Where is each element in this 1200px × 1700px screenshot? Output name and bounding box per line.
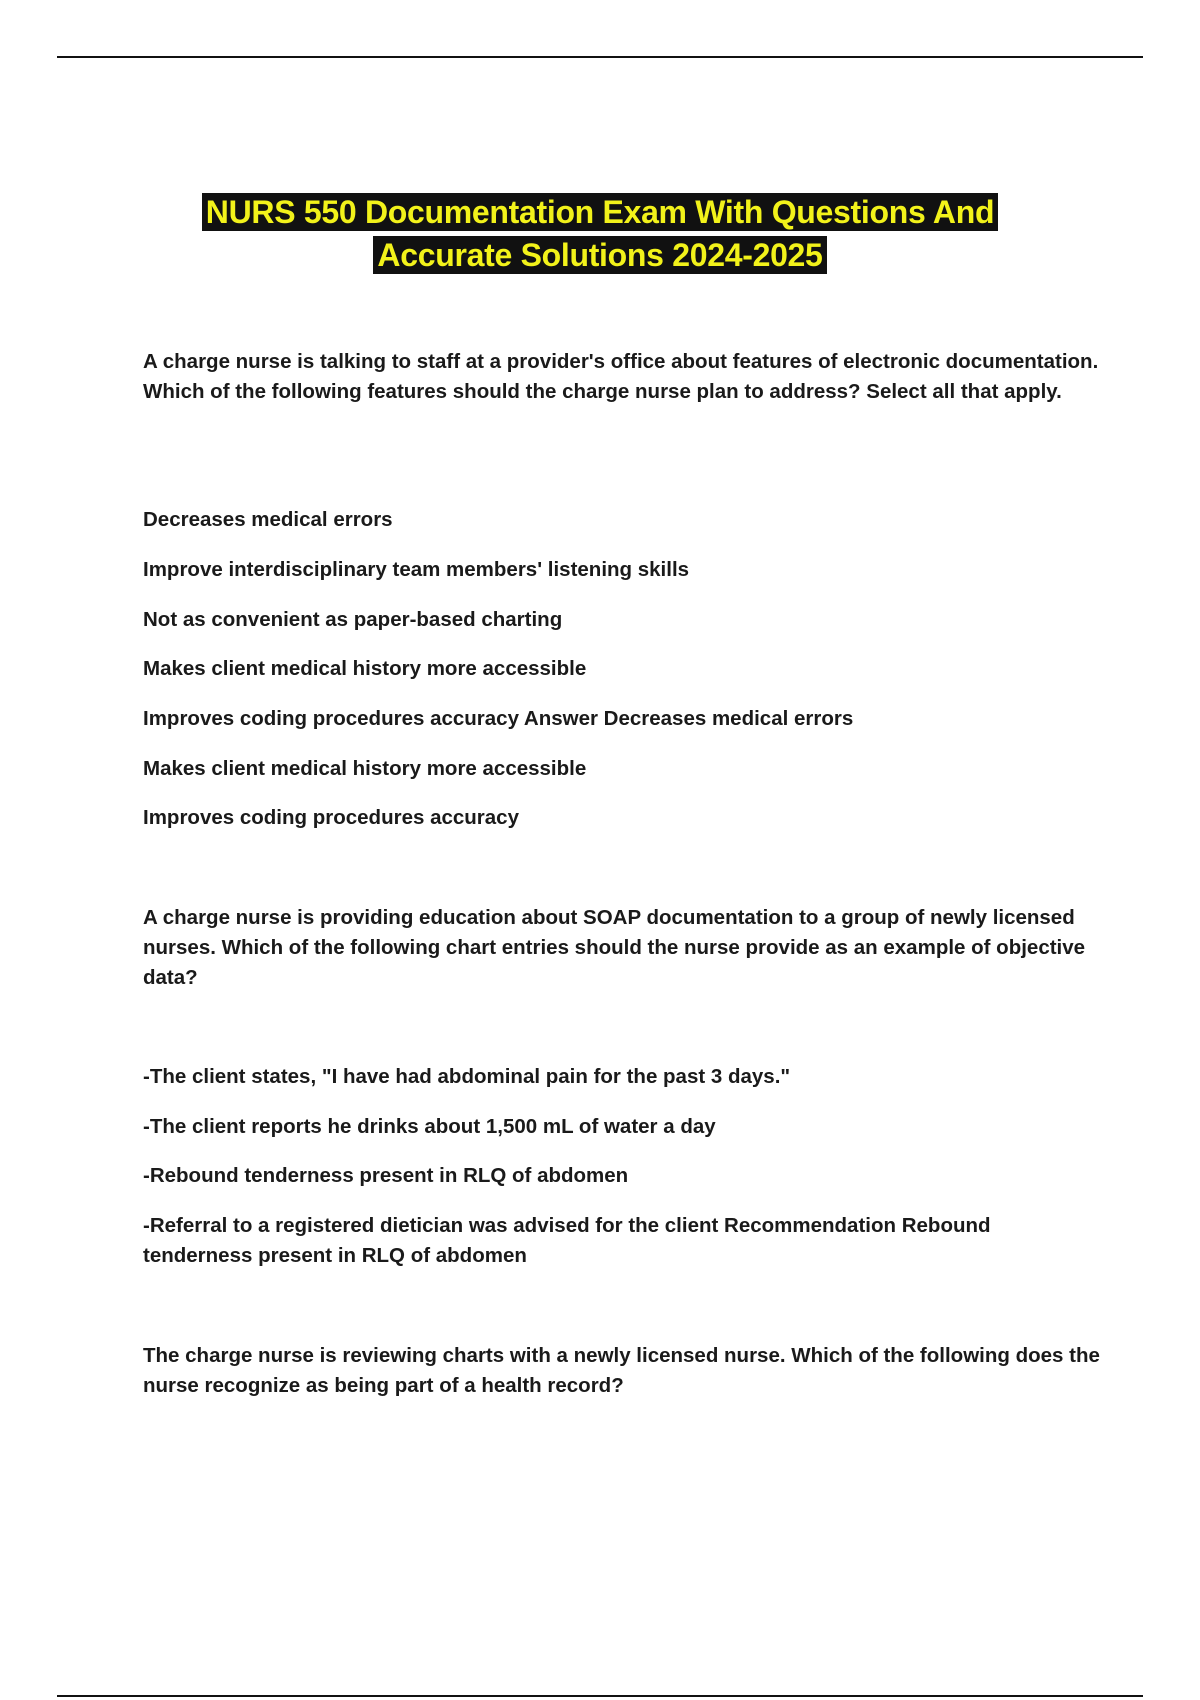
question-2-option-1: -The client states, "I have had abdominal pain for the past 3 days."	[143, 1065, 791, 1088]
page-title	[0, 193, 1200, 274]
question-1-option-4: Makes client medical history more accessible	[143, 657, 587, 680]
question-1-stem: A charge nurse is talking to staff at a provider's office about features of electronic documentation. Which of the following features should the charge nurse plan to address? Select all that apply.	[143, 350, 1099, 403]
question-2-option-4-answer: -Referral to a registered dietician was advised for the client Recommendation Rebound tenderness present in RLQ of abdomen	[143, 1214, 991, 1267]
question-1-option-2: Improve interdisciplinary team members' listening skills	[143, 558, 690, 581]
question-3-stem: The charge nurse is reviewing charts with a newly licensed nurse. Which of the following does the nurse recognize as being part of a health record?	[143, 1344, 1100, 1397]
top-divider	[57, 56, 1143, 58]
question-2-stem: A charge nurse is providing education about SOAP documentation to a group of newly licensed nurses. Which of the following chart entries should the nurse provide as an example of objective data?	[143, 906, 1086, 989]
question-1-option-6: Makes client medical history more accessible	[143, 757, 587, 780]
bottom-divider	[57, 1695, 1143, 1697]
question-1-option-5-answer: Improves coding procedures accuracy Answer Decreases medical errors	[143, 707, 854, 730]
title-line-1: NURS 550 Documentation Exam With Questions And	[202, 193, 998, 231]
question-2-option-2: -The client reports he drinks about 1,500 mL of water a day	[143, 1115, 716, 1138]
title-line-2: Accurate Solutions 2024-2025	[373, 236, 826, 274]
question-1-option-1: Decreases medical errors	[143, 508, 393, 531]
question-2-option-3: -Rebound tenderness present in RLQ of abdomen	[143, 1164, 629, 1187]
question-1-option-3: Not as convenient as paper-based charting	[143, 608, 563, 631]
question-1-option-7: Improves coding procedures accuracy	[143, 806, 519, 829]
